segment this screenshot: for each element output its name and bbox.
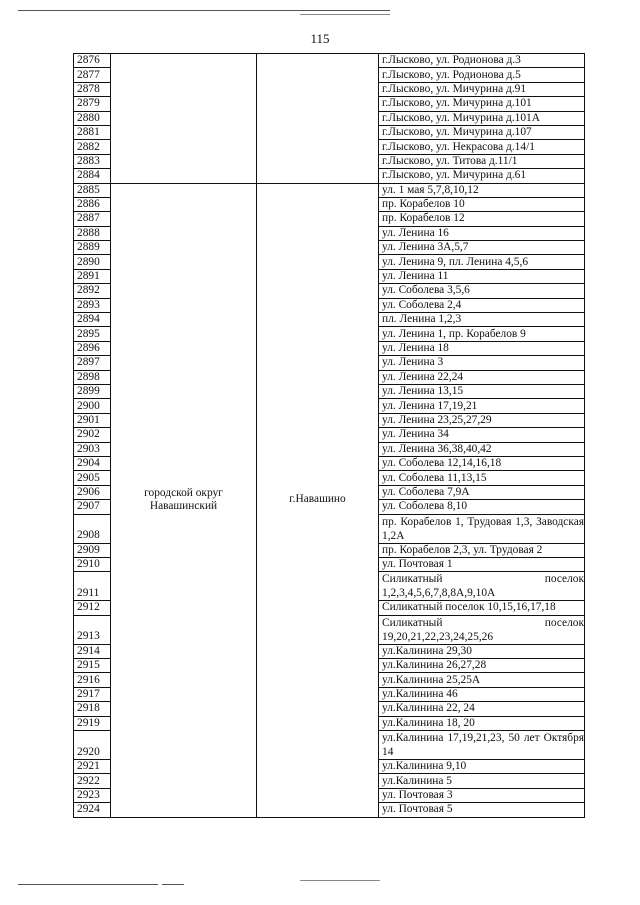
address-cell: ул. Почтовая 3 bbox=[379, 788, 585, 802]
row-number: 2883 bbox=[74, 154, 111, 168]
address-cell: ул.Калинина 46 bbox=[379, 687, 585, 701]
address-cell: ул. Соболева 2,4 bbox=[379, 298, 585, 312]
address-cell: ул. Ленина 22,24 bbox=[379, 370, 585, 384]
row-number: 2889 bbox=[74, 241, 111, 255]
header-rule bbox=[18, 10, 390, 11]
row-number: 2876 bbox=[74, 54, 111, 68]
address-cell: ул. Ленина 16 bbox=[379, 226, 585, 240]
row-number: 2898 bbox=[74, 370, 111, 384]
row-number: 2908 bbox=[74, 514, 111, 543]
address-cell: ул. Соболева 7,9А bbox=[379, 485, 585, 499]
address-cell: пр. Корабелов 1, Трудовая 1,3, Заводская 1,2А bbox=[379, 514, 585, 543]
address-cell: ул. Ленина 36,38,40,42 bbox=[379, 442, 585, 456]
address-cell: Силикатный поселок 19,20,21,22,23,24,25,26 bbox=[379, 615, 585, 644]
row-number: 2909 bbox=[74, 543, 111, 557]
address-cell: пр. Корабелов 12 bbox=[379, 212, 585, 226]
row-number: 2880 bbox=[74, 111, 111, 125]
row-number: 2891 bbox=[74, 269, 111, 283]
row-number: 2917 bbox=[74, 687, 111, 701]
row-number: 2920 bbox=[74, 731, 111, 760]
address-cell: ул. Почтовая 1 bbox=[379, 557, 585, 571]
address-cell: Силикатный поселок 1,2,3,4,5,6,7,8,8А,9,10А bbox=[379, 572, 585, 601]
row-number: 2910 bbox=[74, 557, 111, 571]
row-number: 2906 bbox=[74, 485, 111, 499]
address-cell: г.Лысково, ул. Мичурина д.101 bbox=[379, 97, 585, 111]
address-table bbox=[73, 53, 585, 818]
district-cell: городской округ Навашинский bbox=[111, 183, 257, 817]
row-number: 2923 bbox=[74, 788, 111, 802]
row-number: 2916 bbox=[74, 673, 111, 687]
address-cell: пл. Ленина 1,2,3 bbox=[379, 313, 585, 327]
address-cell: г.Лысково, ул. Мичурина д.107 bbox=[379, 125, 585, 139]
table-row bbox=[74, 54, 585, 68]
row-number: 2900 bbox=[74, 399, 111, 413]
row-number: 2886 bbox=[74, 197, 111, 211]
row-number: 2878 bbox=[74, 82, 111, 96]
address-cell: г.Лысково, ул. Некрасова д.14/1 bbox=[379, 140, 585, 154]
row-number: 2896 bbox=[74, 341, 111, 355]
row-number: 2915 bbox=[74, 659, 111, 673]
row-number: 2904 bbox=[74, 456, 111, 470]
row-number: 2903 bbox=[74, 442, 111, 456]
row-number: 2892 bbox=[74, 284, 111, 298]
address-cell: ул.Калинина 22, 24 bbox=[379, 702, 585, 716]
page-number: 115 bbox=[310, 31, 330, 46]
row-number: 2899 bbox=[74, 384, 111, 398]
row-number: 2914 bbox=[74, 644, 111, 658]
row-number: 2924 bbox=[74, 803, 111, 817]
address-cell: ул.Калинина 5 bbox=[379, 774, 585, 788]
address-cell: ул. Ленина 3А,5,7 bbox=[379, 241, 585, 255]
address-cell: г.Лысково, ул. Родионова д.5 bbox=[379, 68, 585, 82]
address-cell: ул. Ленина 23,25,27,29 bbox=[379, 413, 585, 427]
address-cell: ул. Соболева 12,14,16,18 bbox=[379, 456, 585, 470]
address-cell: ул.Калинина 26,27,28 bbox=[379, 659, 585, 673]
row-number: 2881 bbox=[74, 125, 111, 139]
row-number: 2890 bbox=[74, 255, 111, 269]
table-row bbox=[74, 183, 585, 197]
row-number: 2895 bbox=[74, 327, 111, 341]
row-number: 2918 bbox=[74, 702, 111, 716]
address-cell: пр. Корабелов 2,3, ул. Трудовая 2 bbox=[379, 543, 585, 557]
row-number: 2897 bbox=[74, 356, 111, 370]
row-number: 2884 bbox=[74, 169, 111, 183]
header-rule-short bbox=[300, 14, 390, 15]
address-cell: г.Лысково, ул. Мичурина д.61 bbox=[379, 169, 585, 183]
row-number: 2919 bbox=[74, 716, 111, 730]
address-cell: ул. Ленина 34 bbox=[379, 428, 585, 442]
address-cell: ул. Соболева 11,13,15 bbox=[379, 471, 585, 485]
city-cell bbox=[257, 54, 379, 184]
address-cell: пр. Корабелов 10 bbox=[379, 197, 585, 211]
address-cell: ул. Ленина 3 bbox=[379, 356, 585, 370]
address-cell: ул. Ленина 17,19,21 bbox=[379, 399, 585, 413]
address-cell: г.Лысково, ул. Мичурина д.91 bbox=[379, 82, 585, 96]
address-cell: г.Лысково, ул. Титова д.11/1 bbox=[379, 154, 585, 168]
address-cell: ул. Ленина 18 bbox=[379, 341, 585, 355]
footer-rule-short bbox=[162, 884, 184, 885]
address-cell: ул.Калинина 25,25А bbox=[379, 673, 585, 687]
address-cell: г.Лысково, ул. Мичурина д.101А bbox=[379, 111, 585, 125]
footer-rule-mid bbox=[300, 880, 380, 881]
district-cell bbox=[111, 54, 257, 184]
address-cell: ул.Калинина 9,10 bbox=[379, 760, 585, 774]
row-number: 2887 bbox=[74, 212, 111, 226]
row-number: 2905 bbox=[74, 471, 111, 485]
address-cell: ул.Калинина 17,19,21,23, 50 лет Октября 14 bbox=[379, 731, 585, 760]
address-cell: ул.Калинина 18, 20 bbox=[379, 716, 585, 730]
row-number: 2882 bbox=[74, 140, 111, 154]
row-number: 2901 bbox=[74, 413, 111, 427]
row-number: 2913 bbox=[74, 615, 111, 644]
row-number: 2911 bbox=[74, 572, 111, 601]
address-cell: г.Лысково, ул. Родионова д.3 bbox=[379, 54, 585, 68]
address-cell: ул. Почтовая 5 bbox=[379, 803, 585, 817]
row-number: 2921 bbox=[74, 760, 111, 774]
address-cell: ул. Соболева 3,5,6 bbox=[379, 284, 585, 298]
row-number: 2879 bbox=[74, 97, 111, 111]
address-cell: ул. 1 мая 5,7,8,10,12 bbox=[379, 183, 585, 197]
footer-rule bbox=[18, 884, 158, 885]
row-number: 2894 bbox=[74, 313, 111, 327]
address-cell: ул. Ленина 11 bbox=[379, 269, 585, 283]
address-cell: Силикатный поселок 10,15,16,17,18 bbox=[379, 601, 585, 615]
row-number: 2893 bbox=[74, 298, 111, 312]
row-number: 2902 bbox=[74, 428, 111, 442]
row-number: 2885 bbox=[74, 183, 111, 197]
row-number: 2922 bbox=[74, 774, 111, 788]
row-number: 2907 bbox=[74, 500, 111, 514]
address-cell: ул. Соболева 8,10 bbox=[379, 500, 585, 514]
row-number: 2877 bbox=[74, 68, 111, 82]
row-number: 2912 bbox=[74, 601, 111, 615]
city-cell: г.Навашино bbox=[257, 183, 379, 817]
address-cell: ул.Калинина 29,30 bbox=[379, 644, 585, 658]
address-cell: ул. Ленина 13,15 bbox=[379, 384, 585, 398]
address-cell: ул. Ленина 9, пл. Ленина 4,5,6 bbox=[379, 255, 585, 269]
row-number: 2888 bbox=[74, 226, 111, 240]
address-cell: ул. Ленина 1, пр. Корабелов 9 bbox=[379, 327, 585, 341]
